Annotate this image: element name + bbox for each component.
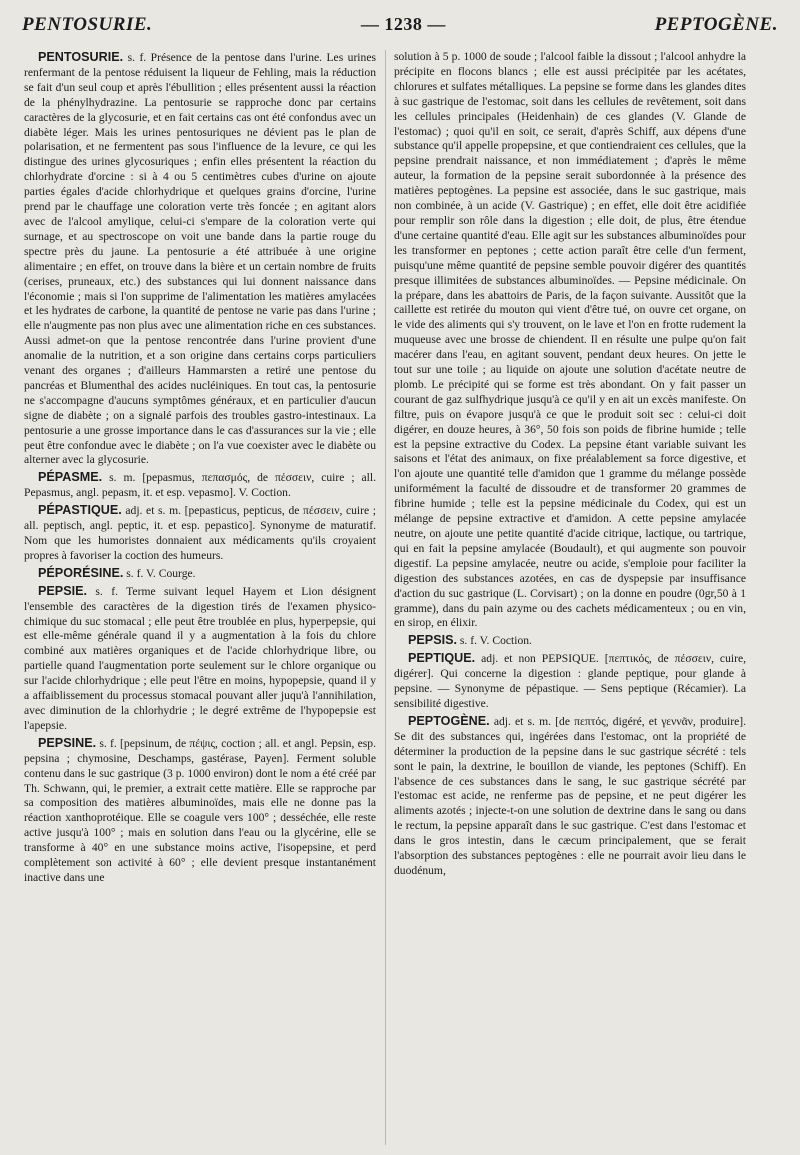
entry-text: adj. et non PEPSIQUE. [πεπτικός, de πέσσειν, cuire, digérer]. Qui concerne la digestion : glande peptique, pour glande à pepsine. — Synonyme de pépastique. — Sens peptique (Récamier). La sensibilité digestive. — [394, 652, 746, 710]
entry-pepsine — [24, 736, 376, 886]
entry-text: solution à 5 p. 1000 de soude ; l'alcool faible la dissout ; l'alcool anhydre la précipite en flocons blancs ; elle est aussi précipitée par les acétates, chlorures et sulfates métalliques. La pepsine se forme dans les glandes dites à suc gastrique de l'estomac, soit dans les cellules de revêtement, soit dans les cellules principales (Heidenhain) de ces glandes (V. Glande de l'estomac) ; quoi qu'il en soit, ce serait, d'après Schiff, aux dépens d'une substance qu'il appelle propepsine, et que contiendraient ces cellules, que la pepsine prendrait naissance, et non immédiatement ; d'après le même auteur, la formation de la pepsine serait subordonnée à la présence des matières peptogènes. La pepsine est associée, dans le suc gastrique, mais non combinée, à un acide (V. Gastrique) ; en effet, elle doit être acidifiée pour remplir son rôle dans la digestion ; elle doit, de plus, être étendue d'une certaine quantité d'eau. Elle agit sur les substances albuminoïdes pour les transformer en peptones ; cette action paraît être celle d'un ferment, puisqu'une même quantité de pepsine semble pouvoir digérer des quantités presque illimitées de substances albuminoïdes. — Pepsine médicinale. On la prépare, dans les abattoirs de Paris, de la façon suivante. Aussitôt que la caillette est retirée du mouton qui vient d'être tué, on ouvre cet organe, on le vide des aliments qui s'y trouvent, on le lave et l'on en frotte rudement la muqueuse avec une brosse de chiendent. Il en résulte une pulpe qu'on fait macérer dans l'eau, en agitant souvent, pendant deux heures. On jette le tout sur une toile ; au liquide on ajoute une solution d'acétate neutre de plomb. Le précipité qui se forme est très abondant. On y fait passer un courant de gaz sulfhydrique jusqu'à ce qu'il y en ait un excès manifeste. On filtre, puis on évapore jusqu'à ce que le produit soit sec : celui-ci doit digérer, en douze heures, à 36°, 50 fois son poids de fibrine humide ; telle est la pepsine extractive du Codex. La pepsine étant variable suivant les saisons et l'état des animaux, on fixe préalablement sa force digestive, et l'on ajoute une quantité telle d'amidon que 1 gramme du mélange possède uniformément la faculté de dissoudre et de transformer 20 grammes de fibrine humide ; telle est la pepsine médicinale du Codex, qui est un mélange de pepsine extractive et d'amidon. A cette pepsine amylacée neutre, on ajoute une petite quantité d'acide citrique, lactique, ou tartrique, qui en fait la pepsine amylacée (Boudault), et qui augmente son pouvoir digestif. La pepsine amylacée, neutre ou acide, s'emploie pour faciliter la digestion des substances azotées, en cas de dyspepsie par insuffisance d'action du suc gastrique (L. Corvisart) ; on la donne en poudre (0gr,50 à 1 gramme), dans du pain azyme ou des cachets médicamenteux ; ou en vin, en sirop, en élixir. — [394, 50, 746, 630]
headword: PEPSIE. — [38, 583, 87, 598]
entry-pentosurie — [24, 50, 376, 468]
entry-text: adj. et s. m. [pepasticus, pepticus, de πέσσειν, cuire ; all. peptisch, angl. peptic, it. et esp. pepastico]. Synonyme de maturatif. Nom que les humoristes donnaient aux médicaments qu'ils croyaient propres à favoriser la coction des humeurs. — [24, 504, 376, 562]
page-number: — 1238 — — [360, 14, 446, 34]
headword: PEPTIQUE. — [408, 651, 476, 666]
entry-pepsis — [394, 633, 746, 649]
entry-text: s. f. Terme suivant lequel Hayem et Lion désignent l'ensemble des caractères de la digestion tirés de l'examen physico-chimique du suc stomacal ; elle peut être troublée en plus, hyperpepsie, qui est elle-même générale quand il y a augmentation à la fois du chlore combiné aux matières organiques et de l'acide chlorhydrique libre, ou partielle quand l'augmentation porte seulement sur le chlore organique ou sur l'acide chlorhydrique ; elle peut l'être en moins, hypopepsie, quand il y a affaiblissement du processus stomacal pouvant aller juqu'à l'annihilation, avec diminution de la chlorhydrie ; le degré extrême de l'hypopepsie est l'apepsie. — [24, 584, 376, 732]
entry-pepasme — [24, 470, 376, 501]
entry-pepastique — [24, 503, 376, 564]
headword: PENTOSURIE. — [38, 50, 124, 64]
entry-peptogene — [394, 714, 746, 879]
headword: PEPTOGÈNE. — [408, 713, 490, 728]
column-divider — [385, 50, 386, 1145]
entry-text: s. m. [pepasmus, πεπασμός, de πέσσειν, cuire ; all. Pepasmus, angl. pepasm, it. et esp. vepasmo]. V. Coction. — [24, 471, 376, 500]
header-left-guideword: PENTOSURIE. — [22, 14, 153, 35]
header-right-guideword: PEPTOGÈNE. — [654, 14, 778, 35]
entry-text: adj. et s. m. [de πεπτός, digéré, et γεννᾶν, produire]. Se dit des substances qui, ingérées dans l'estomac, ont la propriété de déterminer la production de la pepsine dans le suc gastrique sécrété : tels sont le pain, la dextrine, le bouillon de viande, les peptones (Schiff). En l'absence de ces substances dans le sang, le suc gastrique sécrété par l'estomac est acide, ne renferme pas de pepsine, et ne peut digérer les aliments azotés ; injecte-t-on une solution de dextrine dans le sang ou dans le rectum, la pepsine apparaît dans le suc gastrique. C'est dans l'estomac et dans le gros intestin, dans le cæcum principalement, que se ferait l'absorption des substances peptogènes : elle ne pourrait avoir lieu dans le duodénum, — [394, 714, 746, 877]
entry-pepsie — [24, 584, 376, 734]
right-column — [394, 50, 746, 1145]
left-column — [24, 50, 376, 1145]
headword: PÉPASME. — [38, 470, 103, 485]
headword: PEPSIS. — [408, 633, 457, 648]
entry-text: s. f. Présence de la pentose dans l'urine. Les urines renfermant de la pentose réduisent la liqueur de Fehling, mais la réduction se fait d'un seul coup et après l'ébullition ; elles présentent aussi la réaction de la phénylhydrazine. La pentosurie se rapproche donc par certains caractères de la glycosurie, et en fait certains cas ont été confondus avec un diabète léger. Mais les urines pentosuriques ne dévient pas le plan de polarisation, et ne fermentent pas sous l'influence de la levure, ce qui les distingue des urines glycosuriques ; enfin elles présentent la réaction du chlorhydrate d'orcine : si à 4 ou 5 centimètres cubes d'urine on ajoute parties égales d'acide chlorhydrique et quelques grains d'orcine, l'urine prend par le chauffage une coloration verte très foncée ; en agitant alors avec de l'alcool amylique, celui-ci s'empare de la coloration verte qui surnage, et au spectroscope on voit une bande dans la partie rouge du spectre près du jaune. La pentosurie a été attribuée à une origine alimentaire ; en effet, on trouve dans la bière et un certain nombre de fruits (cerises, pruneaux, etc.) des substances qui lui donnent naissance dans l'économie ; mais si l'on supprime de l'alimentation les matières amylacées et les hydrates de carbone, la quantité de pentose ne varie pas dans l'urine ; elle n'augmente pas non plus avec une alimentation riche en ces substances. Aussi admet-on que la pentose rencontrée dans l'urine provient d'une anomalie de la nutrition, et a son origine dans certains corps particuliers venant des organes ; d'ailleurs Hammarsten a retiré une pentose du pancréas et Blumenthal des acides nucléiniques. En tout cas, la pentosurie ne s'accompagne d'aucuns symptômes généraux, et en particulier d'aucun signe de diabète ; on a signalé parfois des troubles gastro-intestinaux. La pentosurie a une grosse importance dans le cas d'assurances sur la vie ; elle peut être confondue avec le diabète ; on l'a vue coexister avec le diabète ou alterner avec la glycosurie. — [24, 51, 376, 467]
entry-peptique — [394, 651, 746, 712]
headword: PÉPASTIQUE. — [38, 503, 122, 518]
headword: PEPSINE. — [38, 735, 97, 750]
entry-peporesine — [24, 566, 376, 582]
headword: PÉPORÉSINE. — [38, 565, 124, 580]
entry-text: s. f. V. Courge. — [126, 566, 196, 580]
entry-pepsine-continued — [394, 50, 746, 631]
running-header — [22, 14, 778, 40]
entry-text: s. f. V. Coction. — [459, 634, 532, 648]
entry-text: s. f. [pepsinum, de πέψις, coction ; all. et angl. Pepsin, esp. pepsina ; chymosine, Deschamps, gastérase, Payen]. Ferment soluble contenu dans le suc gastrique (3 p. 1000 environ) dont le nom a été créé par Th. Schwann, qui, le premier, a extrait cette matière. Elle se rapproche par sa composition des matières albuminoïdes, mais elle ne donne pas la réaction xanthoprotéique. Elle se coagule vers 100° ; desséchée, elle reste active jusqu'à 100° ; mais en solution dans l'eau ou la glycérine, elle se transforme à 40° en une substance moins active, l'isopepsine, et perd complètement son activité à 60° ; elle devient presque instantanément inactive dans une — [24, 736, 376, 884]
